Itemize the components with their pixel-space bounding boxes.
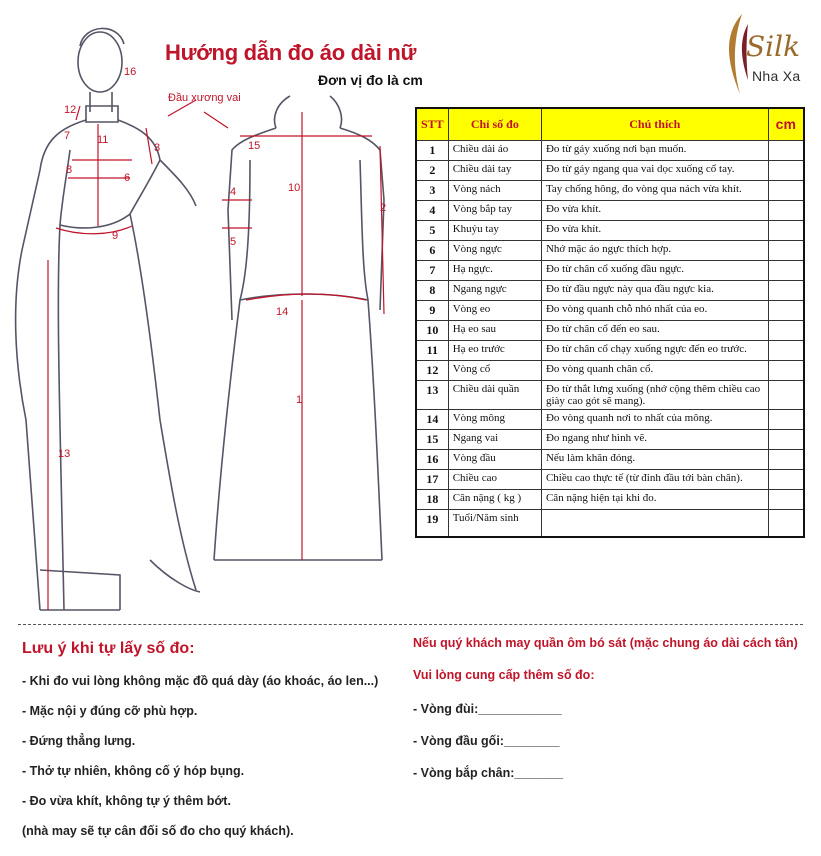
row-name: Ngang ngực [448,280,541,300]
back-number: 10 [288,182,301,194]
row-note: Chiều cao thực tế (từ đỉnh đầu tới bàn chân). [541,469,768,489]
row-name: Tuổi/Năm sinh [448,509,541,537]
row-stt: 10 [416,320,448,340]
row-name: Vòng cổ [448,360,541,380]
extra-subtitle: Vui lòng cung cấp thêm số đo: [413,668,595,682]
front-number: 8 [66,164,73,176]
row-cm-input[interactable] [768,380,804,409]
back-number: 4 [230,186,237,198]
note-item: (nhà may sẽ tự cân đối số đo cho quý khách). [22,824,294,838]
row-cm-input[interactable] [768,280,804,300]
table-header-row [416,108,804,140]
row-note: Đo từ thắt lưng xuống (nhớ cộng thêm chiều cao giày cao gót sẽ mang). [541,380,768,409]
row-note: Đo từ chân cổ chạy xuống ngực đến eo trước. [541,340,768,360]
row-stt: 7 [416,260,448,280]
header-stt: STT [416,108,448,140]
table-row [416,489,804,509]
row-cm-input[interactable] [768,180,804,200]
row-note: Đo từ gáy xuống nơi bạn muốn. [541,140,768,160]
back-number: 5 [230,236,237,248]
brand-logo [718,10,814,106]
row-cm-input[interactable] [768,240,804,260]
front-figure [16,28,200,610]
shoulder-point-label: Đầu xương vai [168,92,241,104]
calf-field[interactable]: - Vòng bắp chân:_______ [413,766,564,780]
row-cm-input[interactable] [768,300,804,320]
row-stt: 13 [416,380,448,409]
note-item: - Mặc nội y đúng cỡ phù hợp. [22,704,198,718]
extra-title: Nếu quý khách may quần ôm bó sát (mặc chung áo dài cách tân) [413,636,798,650]
dashed-divider [18,624,803,625]
front-number: 13 [58,448,71,460]
table-row [416,200,804,220]
row-note: Đo vòng quanh chỗ nhỏ nhất của eo. [541,300,768,320]
table-row [416,220,804,240]
row-stt: 6 [416,240,448,260]
row-stt: 1 [416,140,448,160]
row-note: Tay chống hông, đo vòng qua nách vừa khít. [541,180,768,200]
back-number: 14 [276,306,289,318]
row-cm-input[interactable] [768,340,804,360]
header-note: Chú thích [541,108,768,140]
measurement-figures [0,0,410,620]
table-row [416,409,804,429]
row-name: Ngang vai [448,429,541,449]
row-note: Nhớ mặc áo ngực thích hợp. [541,240,768,260]
front-number: 7 [64,130,71,142]
table-row [416,280,804,300]
row-note: Đo vừa khít. [541,200,768,220]
row-stt: 5 [416,220,448,240]
row-name: Chiều dài áo [448,140,541,160]
row-stt: 2 [416,160,448,180]
row-name: Chiều dài tay [448,160,541,180]
page-title: Hướng dẫn đo áo dài nữ [165,40,417,65]
row-name: Vòng bắp tay [448,200,541,220]
note-item: - Thở tự nhiên, không cố ý hóp bụng. [22,764,245,778]
row-note: Đo vòng quanh chân cổ. [541,360,768,380]
row-stt: 18 [416,489,448,509]
front-number: 16 [124,66,137,78]
table-row [416,240,804,260]
row-stt: 11 [416,340,448,360]
row-cm-input[interactable] [768,260,804,280]
row-name: Vòng eo [448,300,541,320]
row-stt: 14 [416,409,448,429]
row-cm-input[interactable] [768,200,804,220]
unit-note: Đơn vị đo là cm [318,72,423,88]
note-item: - Đo vừa khít, không tự ý thêm bớt. [22,794,231,808]
row-stt: 9 [416,300,448,320]
row-cm-input[interactable] [768,140,804,160]
row-note: Đo vòng quanh nơi to nhất của mông. [541,409,768,429]
table-row [416,300,804,320]
row-name: Chiều cao [448,469,541,489]
row-note: Đo từ gáy ngang qua vai dọc xuống cổ tay. [541,160,768,180]
header-cm: cm [768,108,804,140]
row-stt: 15 [416,429,448,449]
row-name: Vòng đầu [448,449,541,469]
row-stt: 16 [416,449,448,469]
notes-list [22,674,378,854]
row-cm-input[interactable] [768,509,804,537]
row-name: Vòng nách [448,180,541,200]
table-row [416,320,804,340]
row-note: Đo từ chân cổ đến eo sau. [541,320,768,340]
table-row [416,429,804,449]
extra-fields [413,702,563,798]
table-row [416,360,804,380]
row-cm-input[interactable] [768,160,804,180]
row-name: Vòng mông [448,409,541,429]
table-row [416,509,804,537]
row-note: Cân nặng hiện tại khi đo. [541,489,768,509]
row-cm-input[interactable] [768,360,804,380]
front-number: 9 [112,230,119,242]
back-number: 15 [248,140,261,152]
row-name: Hạ eo sau [448,320,541,340]
row-cm-input[interactable] [768,449,804,469]
table-row [416,260,804,280]
front-number: 3 [154,142,161,154]
row-name: Chiều dài quần [448,380,541,409]
row-name: Hạ eo trước [448,340,541,360]
row-note: Nếu làm khăn đóng. [541,449,768,469]
row-cm-input[interactable] [768,409,804,429]
row-note: Đo từ đầu ngực này qua đầu ngực kia. [541,280,768,300]
table-row [416,340,804,360]
back-figure [214,96,387,560]
row-name: Hạ ngực. [448,260,541,280]
front-number: 11 [97,134,109,146]
row-name: Cân nặng ( kg ) [448,489,541,509]
note-item: - Đứng thẳng lưng. [22,734,136,748]
front-number: 12 [64,104,77,116]
row-stt: 8 [416,280,448,300]
table-row [416,449,804,469]
row-note: Đo từ chân cổ xuống đầu ngực. [541,260,768,280]
logo-brand-text: Silk [746,30,801,63]
row-name: Vòng ngực [448,240,541,260]
header-index: Chỉ số đo [448,108,541,140]
back-number: 2 [380,202,387,214]
row-note: Đo ngang như hình vẽ. [541,429,768,449]
row-note: Đo vừa khít. [541,220,768,240]
table-row [416,160,804,180]
note-item: - Khi đo vui lòng không mặc đồ quá dày (áo khoác, áo len...) [22,674,379,688]
row-stt: 4 [416,200,448,220]
thigh-field[interactable]: - Vòng đùi:____________ [413,702,562,716]
table-row [416,469,804,489]
row-cm-input[interactable] [768,469,804,489]
measurement-table [415,107,805,538]
row-cm-input[interactable] [768,220,804,240]
back-number: 1 [296,394,303,406]
row-stt: 19 [416,509,448,537]
knee-field[interactable]: - Vòng đầu gối:________ [413,734,560,748]
table-row [416,180,804,200]
row-stt: 3 [416,180,448,200]
row-stt: 12 [416,360,448,380]
logo-sub-text: Nha Xa [752,68,801,84]
table-row [416,140,804,160]
row-cm-input[interactable] [768,320,804,340]
front-number: 6 [124,172,131,184]
table-row [416,380,804,409]
notes-title: Lưu ý khi tự lấy số đo: [22,640,195,657]
row-cm-input[interactable] [768,489,804,509]
row-note [541,509,768,537]
row-cm-input[interactable] [768,429,804,449]
row-stt: 17 [416,469,448,489]
row-name: Khuỷu tay [448,220,541,240]
